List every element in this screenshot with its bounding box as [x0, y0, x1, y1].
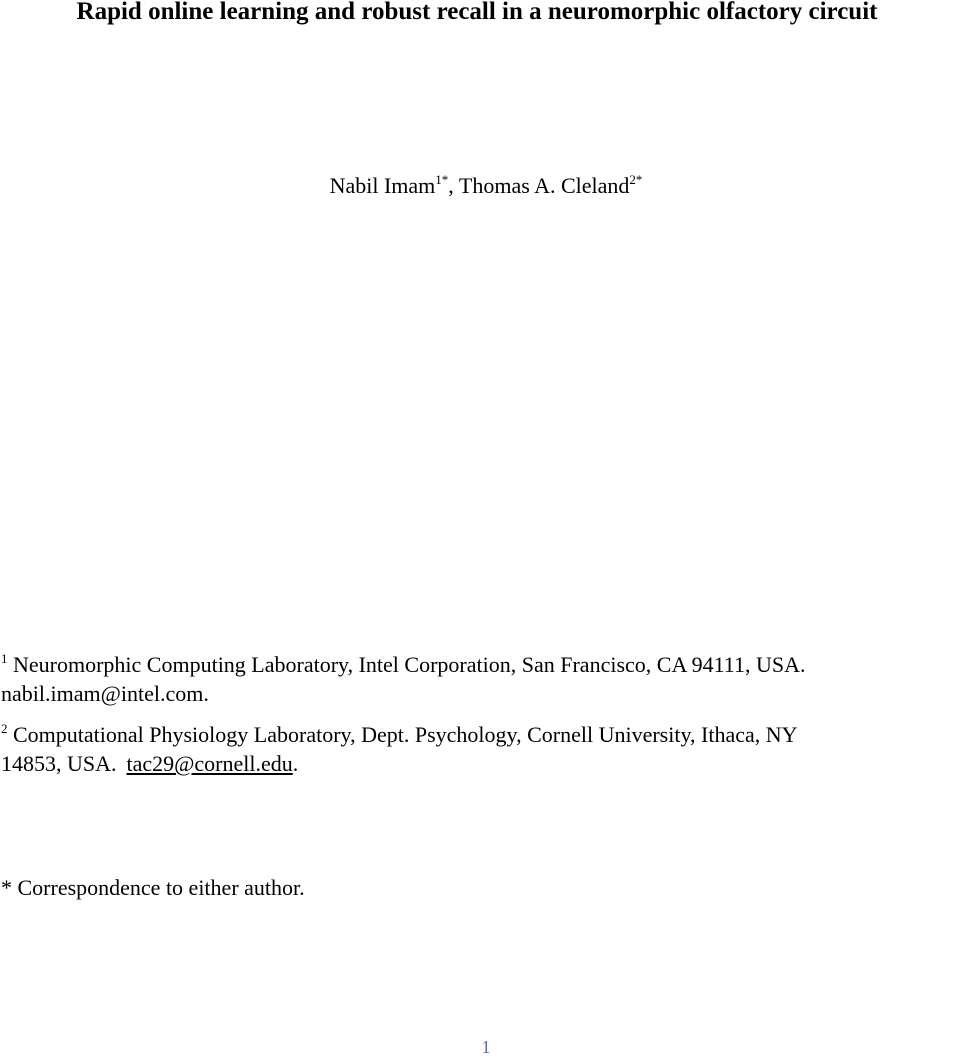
- author-list: [0, 171, 954, 201]
- affiliation-line: [1, 749, 953, 778]
- affiliation-line: [1, 650, 953, 679]
- affiliation-cornell: [1, 720, 953, 778]
- email-text: nabil.imam@intel.com.: [1, 681, 209, 706]
- paper-title: Rapid online learning and robust recall in a neuromorphic olfactory circuit: [76, 0, 878, 25]
- author-affiliation-marker: 1*: [435, 171, 449, 187]
- affiliation-text: Computational Physiology Laboratory, Dept. Psychology, Cornell University, Ithaca, NY: [7, 722, 798, 747]
- email-suffix: .: [292, 751, 299, 776]
- affiliation-marker: 1: [1, 650, 8, 666]
- affiliation-text-continued: 14853, USA.: [1, 751, 117, 776]
- affiliation-line: [1, 720, 953, 749]
- author-separator: ,: [448, 173, 459, 198]
- affiliation-text: Neuromorphic Computing Laboratory, Intel Corporation, San Francisco, CA 94111, USA.: [7, 652, 806, 677]
- affiliation-email-line: [1, 679, 953, 708]
- page-number: 1: [481, 1037, 491, 1057]
- author-name: Thomas A. Cleland: [458, 173, 630, 198]
- email-link[interactable]: tac29@cornell.edu: [126, 751, 293, 776]
- author-name: Nabil Imam: [329, 173, 436, 198]
- author-affiliation-marker: 2*: [629, 171, 643, 187]
- affiliation-intel: [1, 650, 953, 708]
- correspondence-note: * Correspondence to either author.: [1, 875, 305, 900]
- affiliation-marker: 2: [1, 720, 8, 736]
